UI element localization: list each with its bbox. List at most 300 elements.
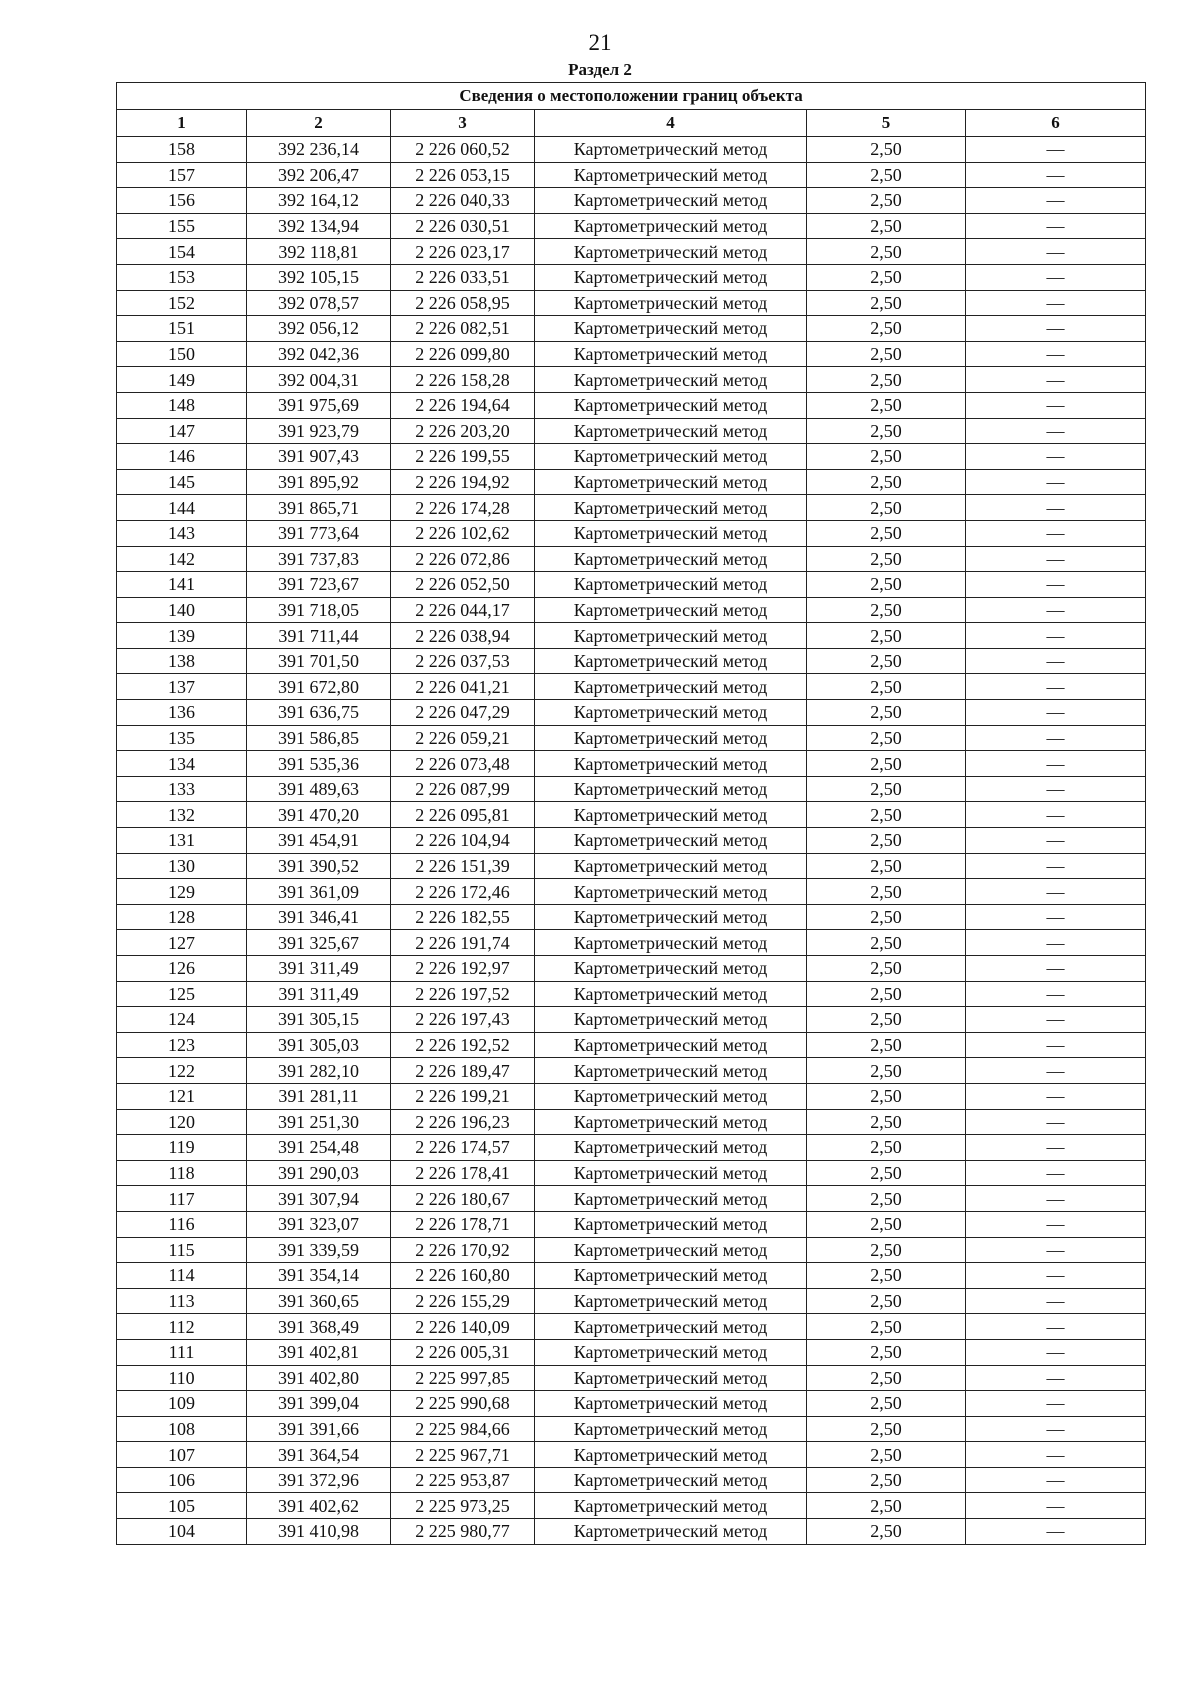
table-row <box>117 674 1146 700</box>
cell-y-coordinate: 2 226 104,94 <box>391 828 535 854</box>
cell-y-coordinate: 2 226 037,53 <box>391 648 535 674</box>
cell-point-number: 132 <box>117 802 247 828</box>
cell-note: — <box>966 367 1146 393</box>
cell-accuracy: 2,50 <box>807 239 966 265</box>
cell-y-coordinate: 2 226 172,46 <box>391 879 535 905</box>
cell-method: Картометрический метод <box>535 341 807 367</box>
cell-point-number: 150 <box>117 341 247 367</box>
cell-point-number: 127 <box>117 930 247 956</box>
cell-method: Картометрический метод <box>535 520 807 546</box>
table-row <box>117 700 1146 726</box>
cell-accuracy: 2,50 <box>807 469 966 495</box>
cell-accuracy: 2,50 <box>807 495 966 521</box>
cell-point-number: 117 <box>117 1186 247 1212</box>
cell-y-coordinate: 2 226 174,28 <box>391 495 535 521</box>
cell-method: Картометрический метод <box>535 469 807 495</box>
cell-point-number: 105 <box>117 1493 247 1519</box>
cell-method: Картометрический метод <box>535 1211 807 1237</box>
cell-point-number: 125 <box>117 981 247 1007</box>
cell-method: Картометрический метод <box>535 1288 807 1314</box>
table-row <box>117 1135 1146 1161</box>
cell-note: — <box>966 392 1146 418</box>
cell-y-coordinate: 2 225 980,77 <box>391 1519 535 1545</box>
cell-note: — <box>966 1391 1146 1417</box>
cell-note: — <box>966 1109 1146 1135</box>
cell-note: — <box>966 162 1146 188</box>
table-row <box>117 751 1146 777</box>
cell-accuracy: 2,50 <box>807 1416 966 1442</box>
cell-point-number: 124 <box>117 1007 247 1033</box>
cell-x-coordinate: 392 164,12 <box>247 188 391 214</box>
cell-x-coordinate: 391 923,79 <box>247 418 391 444</box>
cell-accuracy: 2,50 <box>807 1519 966 1545</box>
cell-accuracy: 2,50 <box>807 904 966 930</box>
cell-note: — <box>966 776 1146 802</box>
table-row <box>117 213 1146 239</box>
column-number-4: 4 <box>535 110 807 137</box>
table-row <box>117 392 1146 418</box>
table-row <box>117 879 1146 905</box>
cell-method: Картометрический метод <box>535 392 807 418</box>
cell-note: — <box>966 1493 1146 1519</box>
table-row <box>117 572 1146 598</box>
cell-y-coordinate: 2 226 189,47 <box>391 1058 535 1084</box>
cell-point-number: 119 <box>117 1135 247 1161</box>
cell-accuracy: 2,50 <box>807 597 966 623</box>
cell-accuracy: 2,50 <box>807 802 966 828</box>
cell-x-coordinate: 392 056,12 <box>247 316 391 342</box>
cell-accuracy: 2,50 <box>807 725 966 751</box>
cell-accuracy: 2,50 <box>807 1493 966 1519</box>
cell-point-number: 147 <box>117 418 247 444</box>
table-row <box>117 1237 1146 1263</box>
column-number-1: 1 <box>117 110 247 137</box>
cell-point-number: 104 <box>117 1519 247 1545</box>
cell-point-number: 134 <box>117 751 247 777</box>
cell-y-coordinate: 2 226 158,28 <box>391 367 535 393</box>
table-row <box>117 904 1146 930</box>
table-row <box>117 1058 1146 1084</box>
cell-note: — <box>966 930 1146 956</box>
cell-y-coordinate: 2 226 073,48 <box>391 751 535 777</box>
section-title: Раздел 2 <box>568 60 632 79</box>
cell-note: — <box>966 1365 1146 1391</box>
cell-accuracy: 2,50 <box>807 213 966 239</box>
cell-point-number: 137 <box>117 674 247 700</box>
cell-accuracy: 2,50 <box>807 520 966 546</box>
cell-point-number: 148 <box>117 392 247 418</box>
table-row <box>117 597 1146 623</box>
cell-y-coordinate: 2 226 082,51 <box>391 316 535 342</box>
cell-y-coordinate: 2 226 192,97 <box>391 956 535 982</box>
cell-x-coordinate: 391 865,71 <box>247 495 391 521</box>
cell-method: Картометрический метод <box>535 1314 807 1340</box>
cell-method: Картометрический метод <box>535 623 807 649</box>
cell-accuracy: 2,50 <box>807 1391 966 1417</box>
cell-note: — <box>966 1135 1146 1161</box>
table-row <box>117 520 1146 546</box>
cell-note: — <box>966 1467 1146 1493</box>
table-row <box>117 1211 1146 1237</box>
cell-note: — <box>966 828 1146 854</box>
cell-method: Картометрический метод <box>535 1391 807 1417</box>
table-row <box>117 341 1146 367</box>
cell-accuracy: 2,50 <box>807 1211 966 1237</box>
cell-y-coordinate: 2 226 192,52 <box>391 1032 535 1058</box>
table-row <box>117 648 1146 674</box>
cell-note: — <box>966 853 1146 879</box>
cell-note: — <box>966 1007 1146 1033</box>
cell-x-coordinate: 391 535,36 <box>247 751 391 777</box>
table-row <box>117 469 1146 495</box>
cell-note: — <box>966 546 1146 572</box>
cell-point-number: 116 <box>117 1211 247 1237</box>
cell-point-number: 145 <box>117 469 247 495</box>
cell-y-coordinate: 2 226 199,21 <box>391 1083 535 1109</box>
cell-x-coordinate: 391 470,20 <box>247 802 391 828</box>
table-row <box>117 1160 1146 1186</box>
cell-x-coordinate: 391 895,92 <box>247 469 391 495</box>
cell-method: Картометрический метод <box>535 725 807 751</box>
cell-accuracy: 2,50 <box>807 188 966 214</box>
cell-y-coordinate: 2 225 997,85 <box>391 1365 535 1391</box>
cell-accuracy: 2,50 <box>807 1058 966 1084</box>
cell-note: — <box>966 956 1146 982</box>
cell-point-number: 122 <box>117 1058 247 1084</box>
cell-y-coordinate: 2 226 087,99 <box>391 776 535 802</box>
cell-method: Картометрический метод <box>535 162 807 188</box>
cell-y-coordinate: 2 226 047,29 <box>391 700 535 726</box>
cell-x-coordinate: 391 251,30 <box>247 1109 391 1135</box>
table-row <box>117 162 1146 188</box>
cell-x-coordinate: 391 281,11 <box>247 1083 391 1109</box>
cell-point-number: 107 <box>117 1442 247 1468</box>
cell-y-coordinate: 2 226 030,51 <box>391 213 535 239</box>
cell-method: Картометрический метод <box>535 1519 807 1545</box>
cell-method: Картометрический метод <box>535 700 807 726</box>
cell-method: Картометрический метод <box>535 981 807 1007</box>
cell-y-coordinate: 2 226 023,17 <box>391 239 535 265</box>
cell-accuracy: 2,50 <box>807 1365 966 1391</box>
cell-x-coordinate: 391 390,52 <box>247 853 391 879</box>
cell-method: Картометрический метод <box>535 1365 807 1391</box>
cell-point-number: 129 <box>117 879 247 905</box>
cell-y-coordinate: 2 226 040,33 <box>391 188 535 214</box>
cell-method: Картометрический метод <box>535 1186 807 1212</box>
cell-y-coordinate: 2 225 973,25 <box>391 1493 535 1519</box>
cell-point-number: 123 <box>117 1032 247 1058</box>
table-row <box>117 981 1146 1007</box>
cell-x-coordinate: 391 305,03 <box>247 1032 391 1058</box>
cell-accuracy: 2,50 <box>807 444 966 470</box>
cell-x-coordinate: 391 354,14 <box>247 1263 391 1289</box>
cell-note: — <box>966 1263 1146 1289</box>
cell-method: Картометрический метод <box>535 188 807 214</box>
cell-accuracy: 2,50 <box>807 418 966 444</box>
cell-x-coordinate: 391 305,15 <box>247 1007 391 1033</box>
cell-accuracy: 2,50 <box>807 1237 966 1263</box>
cell-method: Картометрический метод <box>535 1160 807 1186</box>
cell-method: Картометрический метод <box>535 879 807 905</box>
cell-accuracy: 2,50 <box>807 264 966 290</box>
cell-point-number: 111 <box>117 1339 247 1365</box>
cell-y-coordinate: 2 226 099,80 <box>391 341 535 367</box>
cell-point-number: 153 <box>117 264 247 290</box>
boundary-coordinates-table <box>116 82 1146 1545</box>
cell-method: Картометрический метод <box>535 316 807 342</box>
cell-accuracy: 2,50 <box>807 674 966 700</box>
table-row <box>117 1365 1146 1391</box>
column-number-3: 3 <box>391 110 535 137</box>
table-row <box>117 623 1146 649</box>
cell-y-coordinate: 2 226 197,52 <box>391 981 535 1007</box>
cell-method: Картометрический метод <box>535 853 807 879</box>
table-row <box>117 1314 1146 1340</box>
cell-note: — <box>966 213 1146 239</box>
cell-x-coordinate: 391 410,98 <box>247 1519 391 1545</box>
cell-y-coordinate: 2 226 102,62 <box>391 520 535 546</box>
cell-accuracy: 2,50 <box>807 648 966 674</box>
cell-x-coordinate: 391 402,62 <box>247 1493 391 1519</box>
cell-y-coordinate: 2 226 060,52 <box>391 137 535 163</box>
cell-note: — <box>966 1058 1146 1084</box>
cell-accuracy: 2,50 <box>807 290 966 316</box>
cell-accuracy: 2,50 <box>807 392 966 418</box>
cell-point-number: 133 <box>117 776 247 802</box>
column-number-row <box>117 110 1146 137</box>
cell-accuracy: 2,50 <box>807 1263 966 1289</box>
cell-x-coordinate: 391 402,80 <box>247 1365 391 1391</box>
table-row <box>117 264 1146 290</box>
cell-note: — <box>966 1083 1146 1109</box>
cell-point-number: 138 <box>117 648 247 674</box>
cell-x-coordinate: 392 206,47 <box>247 162 391 188</box>
cell-x-coordinate: 391 311,49 <box>247 956 391 982</box>
cell-point-number: 149 <box>117 367 247 393</box>
column-number-6: 6 <box>966 110 1146 137</box>
cell-point-number: 136 <box>117 700 247 726</box>
cell-point-number: 128 <box>117 904 247 930</box>
cell-x-coordinate: 391 907,43 <box>247 444 391 470</box>
cell-method: Картометрический метод <box>535 1493 807 1519</box>
cell-method: Картометрический метод <box>535 597 807 623</box>
cell-point-number: 140 <box>117 597 247 623</box>
cell-y-coordinate: 2 225 984,66 <box>391 1416 535 1442</box>
cell-x-coordinate: 391 773,64 <box>247 520 391 546</box>
cell-x-coordinate: 391 323,07 <box>247 1211 391 1237</box>
cell-note: — <box>966 879 1146 905</box>
cell-note: — <box>966 648 1146 674</box>
table-row <box>117 495 1146 521</box>
cell-note: — <box>966 802 1146 828</box>
cell-point-number: 143 <box>117 520 247 546</box>
cell-accuracy: 2,50 <box>807 623 966 649</box>
cell-y-coordinate: 2 226 194,64 <box>391 392 535 418</box>
cell-note: — <box>966 316 1146 342</box>
cell-accuracy: 2,50 <box>807 1186 966 1212</box>
table-row <box>117 1263 1146 1289</box>
cell-method: Картометрический метод <box>535 1339 807 1365</box>
cell-x-coordinate: 391 311,49 <box>247 981 391 1007</box>
cell-method: Картометрический метод <box>535 367 807 393</box>
cell-accuracy: 2,50 <box>807 341 966 367</box>
cell-y-coordinate: 2 226 072,86 <box>391 546 535 572</box>
cell-point-number: 152 <box>117 290 247 316</box>
cell-point-number: 121 <box>117 1083 247 1109</box>
cell-note: — <box>966 751 1146 777</box>
cell-note: — <box>966 1339 1146 1365</box>
table-row <box>117 546 1146 572</box>
cell-point-number: 120 <box>117 1109 247 1135</box>
cell-method: Картометрический метод <box>535 444 807 470</box>
table-row <box>117 1032 1146 1058</box>
table-row <box>117 1391 1146 1417</box>
table-row <box>117 1109 1146 1135</box>
cell-note: — <box>966 572 1146 598</box>
cell-method: Картометрический метод <box>535 1083 807 1109</box>
cell-y-coordinate: 2 225 990,68 <box>391 1391 535 1417</box>
cell-note: — <box>966 1211 1146 1237</box>
cell-accuracy: 2,50 <box>807 930 966 956</box>
cell-accuracy: 2,50 <box>807 367 966 393</box>
cell-note: — <box>966 137 1146 163</box>
cell-point-number: 118 <box>117 1160 247 1186</box>
cell-method: Картометрический метод <box>535 1135 807 1161</box>
cell-method: Картометрический метод <box>535 648 807 674</box>
cell-x-coordinate: 391 586,85 <box>247 725 391 751</box>
table-row <box>117 316 1146 342</box>
table-row <box>117 1186 1146 1212</box>
cell-y-coordinate: 2 226 059,21 <box>391 725 535 751</box>
table-row <box>117 137 1146 163</box>
cell-accuracy: 2,50 <box>807 1467 966 1493</box>
table-body <box>117 137 1146 1545</box>
cell-accuracy: 2,50 <box>807 1314 966 1340</box>
cell-point-number: 139 <box>117 623 247 649</box>
cell-y-coordinate: 2 226 160,80 <box>391 1263 535 1289</box>
cell-accuracy: 2,50 <box>807 546 966 572</box>
cell-x-coordinate: 391 701,50 <box>247 648 391 674</box>
cell-y-coordinate: 2 226 203,20 <box>391 418 535 444</box>
cell-method: Картометрический метод <box>535 264 807 290</box>
cell-note: — <box>966 418 1146 444</box>
cell-method: Картометрический метод <box>535 674 807 700</box>
cell-accuracy: 2,50 <box>807 1442 966 1468</box>
cell-x-coordinate: 391 402,81 <box>247 1339 391 1365</box>
cell-y-coordinate: 2 226 182,55 <box>391 904 535 930</box>
cell-x-coordinate: 391 672,80 <box>247 674 391 700</box>
table-row <box>117 188 1146 214</box>
column-number-5: 5 <box>807 110 966 137</box>
cell-note: — <box>966 981 1146 1007</box>
table-row <box>117 444 1146 470</box>
cell-x-coordinate: 391 718,05 <box>247 597 391 623</box>
cell-x-coordinate: 391 489,63 <box>247 776 391 802</box>
table-row <box>117 418 1146 444</box>
cell-method: Картометрический метод <box>535 418 807 444</box>
cell-y-coordinate: 2 225 967,71 <box>391 1442 535 1468</box>
cell-note: — <box>966 444 1146 470</box>
cell-point-number: 144 <box>117 495 247 521</box>
cell-method: Картометрический метод <box>535 239 807 265</box>
cell-y-coordinate: 2 226 174,57 <box>391 1135 535 1161</box>
cell-accuracy: 2,50 <box>807 1109 966 1135</box>
cell-note: — <box>966 520 1146 546</box>
cell-y-coordinate: 2 226 033,51 <box>391 264 535 290</box>
cell-note: — <box>966 700 1146 726</box>
cell-note: — <box>966 1314 1146 1340</box>
cell-y-coordinate: 2 226 095,81 <box>391 802 535 828</box>
cell-x-coordinate: 391 975,69 <box>247 392 391 418</box>
cell-method: Картометрический метод <box>535 1263 807 1289</box>
cell-method: Картометрический метод <box>535 776 807 802</box>
cell-note: — <box>966 495 1146 521</box>
table-row <box>117 1467 1146 1493</box>
cell-y-coordinate: 2 226 053,15 <box>391 162 535 188</box>
cell-note: — <box>966 1519 1146 1545</box>
table-row <box>117 239 1146 265</box>
cell-x-coordinate: 391 339,59 <box>247 1237 391 1263</box>
cell-accuracy: 2,50 <box>807 1288 966 1314</box>
cell-accuracy: 2,50 <box>807 1339 966 1365</box>
cell-accuracy: 2,50 <box>807 828 966 854</box>
cell-y-coordinate: 2 226 178,71 <box>391 1211 535 1237</box>
cell-method: Картометрический метод <box>535 1442 807 1468</box>
cell-method: Картометрический метод <box>535 1237 807 1263</box>
cell-accuracy: 2,50 <box>807 137 966 163</box>
table-row <box>117 1519 1146 1545</box>
cell-x-coordinate: 391 454,91 <box>247 828 391 854</box>
cell-method: Картометрический метод <box>535 290 807 316</box>
cell-y-coordinate: 2 226 052,50 <box>391 572 535 598</box>
cell-x-coordinate: 392 134,94 <box>247 213 391 239</box>
cell-y-coordinate: 2 226 191,74 <box>391 930 535 956</box>
cell-note: — <box>966 1160 1146 1186</box>
cell-point-number: 113 <box>117 1288 247 1314</box>
cell-note: — <box>966 1032 1146 1058</box>
cell-accuracy: 2,50 <box>807 1032 966 1058</box>
cell-note: — <box>966 904 1146 930</box>
cell-x-coordinate: 391 368,49 <box>247 1314 391 1340</box>
cell-x-coordinate: 391 391,66 <box>247 1416 391 1442</box>
table-row <box>117 1493 1146 1519</box>
cell-note: — <box>966 623 1146 649</box>
table-row <box>117 1007 1146 1033</box>
cell-point-number: 114 <box>117 1263 247 1289</box>
cell-accuracy: 2,50 <box>807 981 966 1007</box>
cell-accuracy: 2,50 <box>807 572 966 598</box>
cell-note: — <box>966 1442 1146 1468</box>
cell-y-coordinate: 2 225 953,87 <box>391 1467 535 1493</box>
cell-method: Картометрический метод <box>535 930 807 956</box>
cell-note: — <box>966 1416 1146 1442</box>
cell-point-number: 146 <box>117 444 247 470</box>
cell-x-coordinate: 391 711,44 <box>247 623 391 649</box>
cell-x-coordinate: 392 004,31 <box>247 367 391 393</box>
cell-x-coordinate: 391 372,96 <box>247 1467 391 1493</box>
table-row <box>117 1339 1146 1365</box>
cell-point-number: 131 <box>117 828 247 854</box>
cell-y-coordinate: 2 226 041,21 <box>391 674 535 700</box>
table-row <box>117 367 1146 393</box>
cell-note: — <box>966 264 1146 290</box>
cell-method: Картометрический метод <box>535 572 807 598</box>
cell-accuracy: 2,50 <box>807 1160 966 1186</box>
cell-method: Картометрический метод <box>535 1007 807 1033</box>
cell-y-coordinate: 2 226 044,17 <box>391 597 535 623</box>
cell-note: — <box>966 188 1146 214</box>
table-row <box>117 956 1146 982</box>
